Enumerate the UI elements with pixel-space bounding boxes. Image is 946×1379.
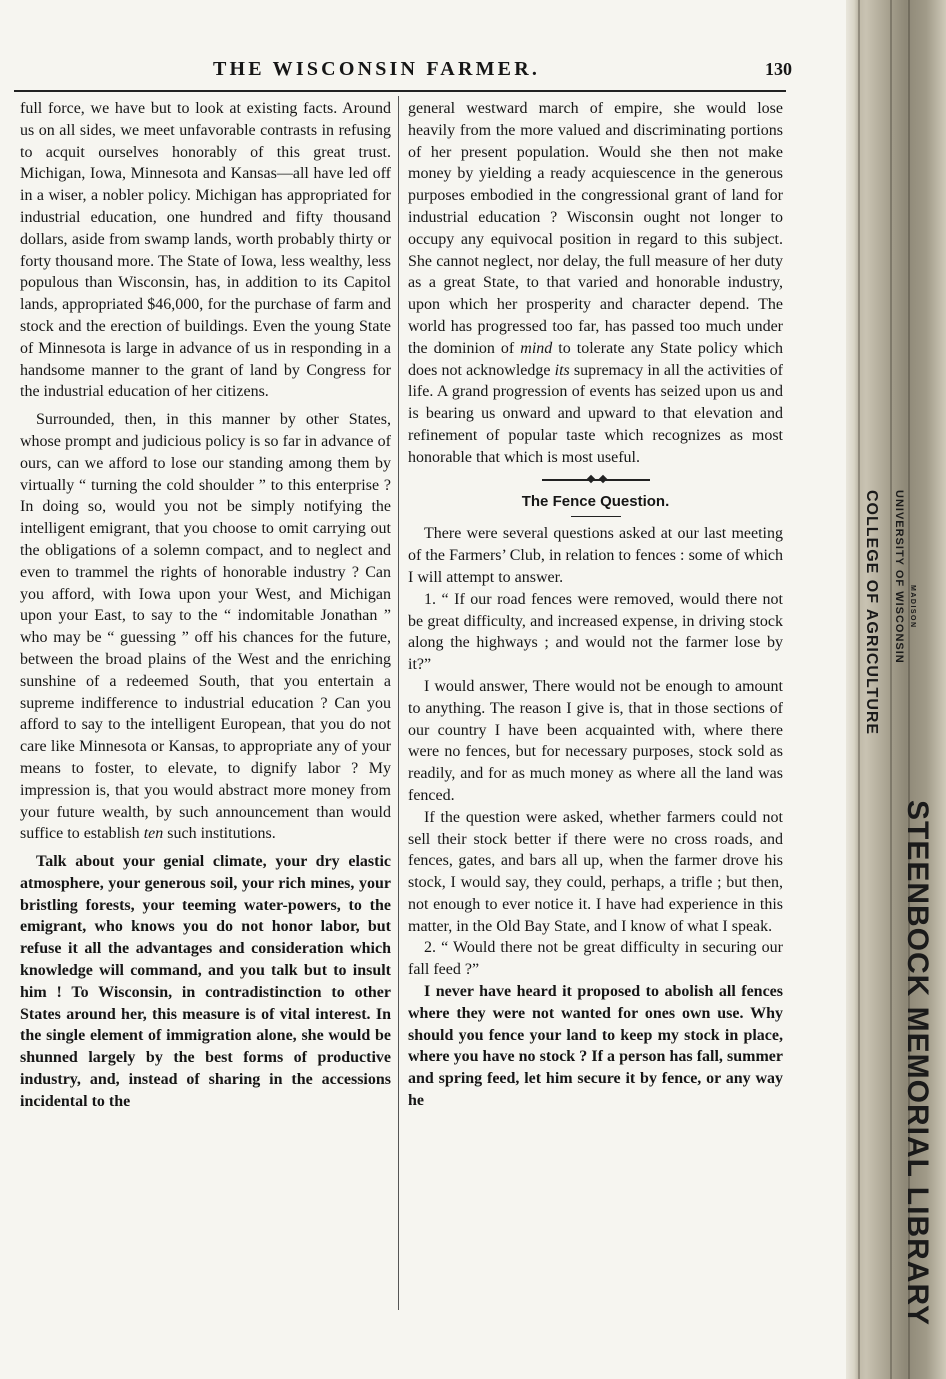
paragraph: full force, we have but to look at existing facts. Around us on all sides, we meet unfavorable contrasts in refusing to acquit ourselves honorably of this great trust. Michigan, Iowa, Minnesota and Kansas—all have led off in a wiser, a nobler policy. Michigan has appropriated for industrial education, one hundred and fifty thousand dollars, aside from swamp lands, worth probably thirty or forty thousand more. The State of Iowa, less wealthy, less populous than Wisconsin, has, in addition to its Capitol lands, appropriated $46,000, for the purchase of farm and stock and the erection of buildings. Even the young State of Minnesota is large in advance of us in responding in a handsome manner to the grant of land by Congress for the industrial education of her citizens. (20, 100, 391, 401)
spine-label-city: MADISON (909, 585, 916, 629)
section-heading: The Fence Question. (521, 492, 670, 510)
heading-rule (571, 516, 621, 517)
left-column (20, 98, 391, 1113)
paragraph: There were several questions asked at our last meeting of the Farmers’ Club, in relation to fences : some of which I will attempt to answer. (408, 525, 783, 586)
header-rule (14, 90, 786, 92)
paragraph: If the question were asked, whether farmers could not sell their stock better if there were no cross roads, and fences, gates, and bars all up, when the farmer drove his stock, I would say, they could, perhaps, a trifle ; but then, not enough to ever notice it. I have had experience in this matter, in the Old Bay State, and I know of what I speak. (408, 808, 783, 935)
running-title: THE WISCONSIN FARMER. (213, 58, 541, 80)
column-divider (398, 96, 399, 1310)
spine-label-university: UNIVERSITY OF WISCONSIN (893, 490, 905, 664)
paragraph: Talk about your genial climate, your dry elastic atmosphere, your generous soil, your rich mines, your bristling forests, your teeming water-powers, to the emigrant, who knows you do not honor labor, but refuse it all the advantages and consideration which knowledge will command, and you talk but to insult him ! To Wisconsin, in contradistinction to other States around her, this measure is of vital interest. In the single element of immigration alone, she would be shunned largely by the best forms of productive industry, and, instead of sharing in the accessions incidental to the (20, 853, 391, 1110)
spine-stripe (890, 0, 892, 1379)
spine-stripe (858, 0, 860, 1379)
paragraph: Surrounded, then, in this manner by other States, whose prompt and judicious policy is so far in advance of ours, can we afford to lose our standing among them by virtually “ turning the cold shoulder ” to this enterprise ? In doing so, would you not be simply notifying the intelligent emigrant, that you choose to omit carrying out the obligations of a solemn compact, and to neglect and even to trammel the rights of honorable industry ? Can you afford, with Iowa upon your West, and Michigan upon your East, to say to the “ indomitable Jonathan ” who may be “ guessing ” off his chances for the future, between the broad plains of the West and the enriching sunshine of a redeemed South, that you entertain a supreme indifference to industrial education ? Can you afford to say to the intelligent European, that you do not care like Minnesota or Kansas, to appropriate any of your means to foster, to elevate, to dignify labor ? My impression is, that you would abstract more money from your future wealth, by such announcement than would suffice to establish ten such institutions. (20, 411, 391, 843)
right-column (408, 98, 783, 1112)
paragraph: general westward march of empire, she would lose heavily from the more valued and discriminating portions of her present population. Would she then not make money by yielding a ready acquiescence in the generous purposes embodied in the congressional grant of land for industrial education ? Wisconsin ought not longer to occupy any equivocal position in regard to this subject. She cannot neglect, nor delay, the full measure of her duty as a great State, to that varied and honorable industry, upon which her prosperity and character depend. The world has progressed too far, has passed too much under the dominion of mind to tolerate any State policy which does not acknowledge its supremacy in all the activities of life. A grand progression of events has seized upon us and is bearing us onward and upward to that elevation and refinement of popular taste which recognizes as most honorable that which is most useful. (408, 100, 784, 466)
spine-label-library: STEENBOCK MEMORIAL LIBRARY (901, 800, 934, 1327)
section-divider (542, 479, 650, 481)
page-number: 130 (765, 59, 792, 79)
question-paragraph: 1. “ If our road fences were removed, would there not be great difficulty, and increased expense, in driving stock along the highways ; and would not the farmer lose by it?” (408, 590, 783, 674)
spine-label-college: COLLEGE OF AGRICULTURE (863, 490, 880, 736)
question-paragraph: 2. “ Would there not be great difficulty in securing our fall feed ?” (408, 939, 783, 979)
paragraph: I would answer, There would not be enough to amount to anything. The reason I give is, that in those sections of our country I have been acquainted with, where there were no fences, but for necessary purposes, stock sold as readily, and for as much money as where all the land was fenced. (408, 677, 783, 804)
paragraph: I never have heard it proposed to abolish all fences where they were not wanted for ones own use. Why should you fence your land to keep my stock in place, where you have no stock ? If a person has fall, summer and spring feed, let him secure it by fence, or any way he (408, 983, 783, 1110)
page-header (18, 54, 796, 86)
